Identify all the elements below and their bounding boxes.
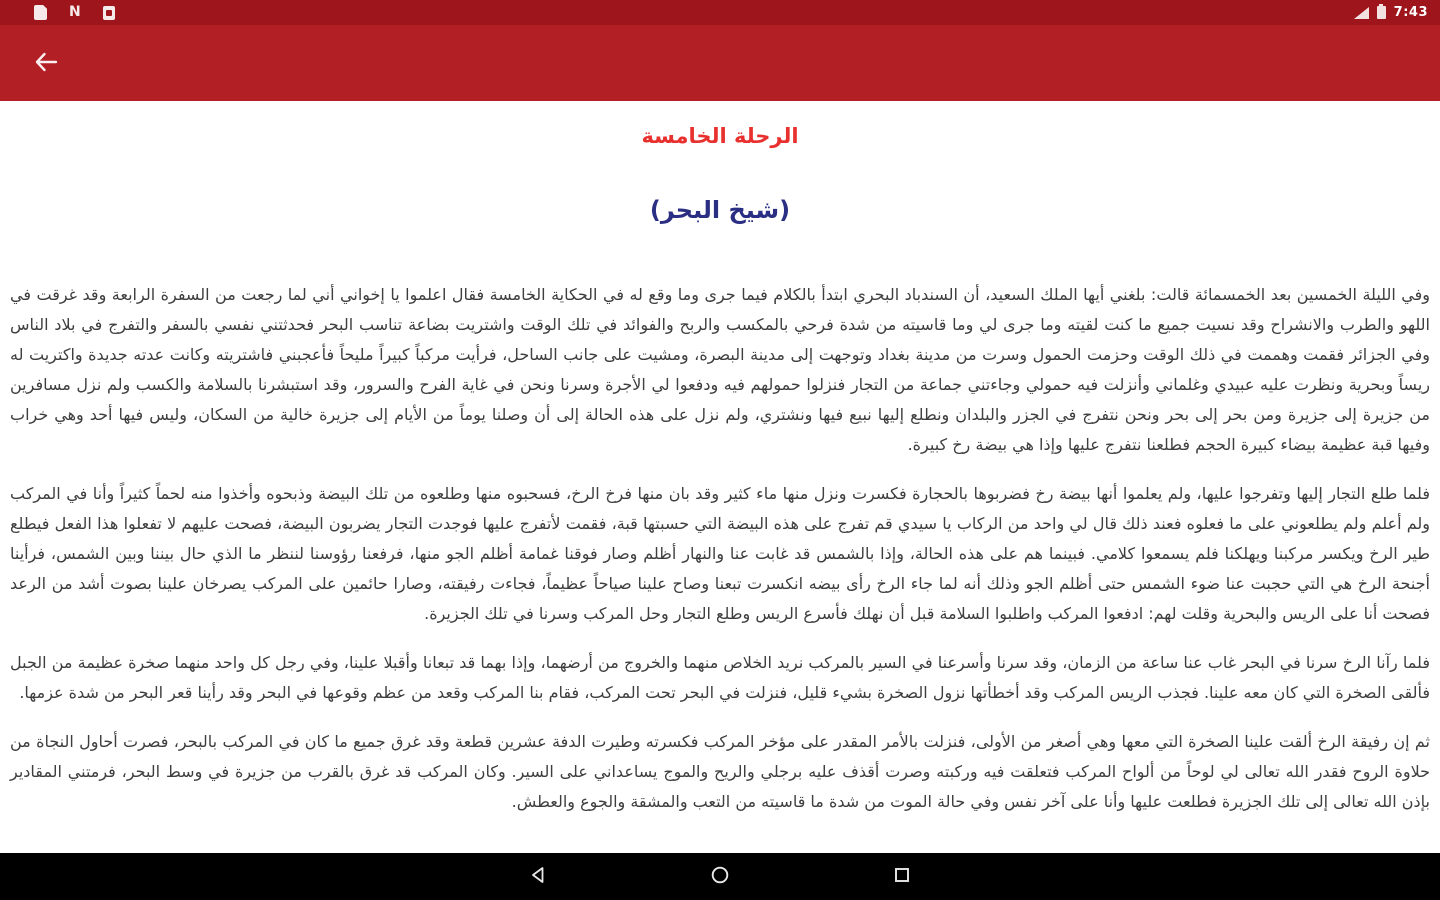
status-clock: 7:43 — [1393, 5, 1428, 20]
nav-recents-button[interactable] — [880, 855, 924, 899]
story-body — [10, 280, 1430, 817]
android-nav-bar — [0, 853, 1440, 900]
cellular-signal-icon — [1354, 7, 1369, 19]
story-subtitle: (شيخ البحر) — [649, 196, 791, 224]
app-bar — [0, 25, 1440, 101]
back-button[interactable] — [24, 41, 68, 85]
story-paragraph-3: فلما رآنا الرخ سرنا في البحر غاب عنا ساعة من الزمان، وقد سرنا وأسرعنا في السير بالمركب نريد الخلاص منهما والخروج من أرضهما، وإذا بهما قد تبعانا وأقبلا علينا، وفي رجل كل واحد منهما صخرة عظيمة من الجبل فألقى الصخرة التي كان معه علينا. فجذب الريس المركب وقد أخطأتها نزول الصخرة بشيء قليل، فنزلت في البحر تحت المركب، فقام بنا المركب وقعد من عظم وقوعها في البحر وقد رأينا قعر البحر من شدة عزمها. — [10, 653, 1430, 702]
story-paragraph-1: وفي الليلة الخمسين بعد الخمسمائة قالت: بلغني أيها الملك السعيد، أن السندباد البحري ابتدأ بالكلام فيما جرى وما وقع له في الحكاية الخامسة فقال اعلموا يا إخواني أني لما رجعت من السفرة الرابعة وقد غرقت في اللهو والطرب والانشراح وقد نسيت جميع ما كنت لقيته وما جرى لي وما قاسيته من شدة فرحي بالمكسب والربح والفوائد في تلك الوقت واشتريت بضاعة تناسب البحر فحدثتني نفسي بالسفر والتفرج في بلاد الناس وفي الجزائر فقمت وهممت في ذلك الوقت وحزمت الحمول وسرت من مدينة بغداد وتوجهت إلى مدينة البصرة، ومشيت على جانب الساحل، فرأيت مركباً كبيراً مليحاً فأعجبني فاشتريته وكانت عدته جديدة واكتريت له ريساً وبحرية ونظرت عليه عبيدي وغلماني وأنزلت فيه حمولي وجاءتني جماعة من التجار فنزلوا حمولهم فيه ودفعوا لي الأجرة وسرنا ونحن في غاية الفرح والسرور، وقد استبشرنا بالسلامة والكسب ولم نزل مسافرين من جزيرة إلى جزيرة ومن بحر إلى بحر ونحن نتفرج في الجزر والبلدان ونطلع إليها نبيع فيها ونشتري، ولم نزل على هذه الحالة إلى أن وصلنا يوماً من الأيام إلى جزيرة خالية من السكان، وليس فيها أحد وهي خراب وفيها قبة عظيمة بيضاء كبيرة الحجم فطلعنا نتفرج عليها وإذا هي بيضة رخ كبيرة. — [10, 285, 1430, 454]
recents-square-icon — [892, 865, 912, 888]
story-content — [0, 124, 1440, 817]
story-paragraph-4: ثم إن رفيقة الرخ ألقت علينا الصخرة التي معها وهي أصغر من الأولى، فنزلت بالأمر المقدر على مؤخر المركب فكسرته وطيرت الدفة عشرين قطعة وقد غرق جميع ما كان في المركب بالبحر، فصرت أحاول النجاة من حلاوة الروح فقدر الله تعالى لي لوحاً من ألواح المركب فتعلقت فيه وركبته وصرت أقذف عليه برجلي والريح والموج يساعداني على السير. وكان المركب قد غرق بالقرب من جزيرة في وسط البحر، فرمتني المقادير بإذن الله تعالى إلى تلك الجزيرة فطلعت عليها وأنا على آخر نفس وفي حالة الموت من شدة ما قاسيته من التعب والمشقة والجوع والعطش. — [10, 732, 1430, 811]
status-bar — [0, 0, 1440, 25]
story-paragraph-2: فلما طلع التجار إليها وتفرجوا عليها، ولم يعلموا أنها بيضة رخ فضربوها بالحجارة فكسرت ونزل منها ماء كثير وقد بان منها فرخ الرخ، فسحبوه منها وطلعوه من تلك البيضة وذبحوه وأخذوا منه لحماً كثيراً وأنا في المركب ولم أعلم ولم يطلعوني على ما فعلوه فعند ذلك قال لي واحد من الركاب يا سيدي قم تفرج على هذه البيضة التي حسبتها قبة، فقمت لأتفرج عليها فوجدت التجار يضربون البيضة، فصحت عليهم لا تفعلوا هذا الفعل فيطلع طير الرخ ويكسر مركبنا ويهلكنا فلم يسمعوا كلامي. فبينما هم على هذه الحالة، وإذا بالشمس قد غابت عنا والنهار أظلم وصار فوقنا غمامة أظلم الجو منها، فرفعنا رؤوسنا لننظر ما الذي حال بيننا وبين الشمس، فرأينا أجنحة الرخ هي التي حجبت عنا ضوء الشمس حتى أظلم الجو وذلك أنه لما جاء الرخ رأى بيضه انكسرت تبعنا وصاح علينا صياحاً عظيماً، فجاءت رفيقته، وصارا حائمين على المركب يصرخان علينا بصوت أشد من الرعد فصحت أنا على الريس والبحرية وقلت لهم: ادفعوا المركب واطلبوا السلامة قبل أن نهلك فأسرع الريس وطلع التجار وحل المركب وسرنا في تلك الجزيرة. — [10, 484, 1430, 623]
battery-full-icon — [1377, 6, 1386, 19]
home-circle-icon — [710, 865, 730, 888]
back-triangle-icon — [528, 865, 548, 888]
nav-home-button[interactable] — [698, 855, 742, 899]
nfc-notification-icon: N — [69, 4, 81, 20]
story-title: الرحلة الخامسة — [641, 124, 799, 148]
arrow-left-icon — [33, 49, 59, 78]
notification-icons — [34, 5, 115, 20]
file-notification-icon — [34, 5, 47, 20]
nav-back-button[interactable] — [516, 855, 560, 899]
system-status-icons — [1354, 5, 1428, 20]
app-notification-icon — [103, 6, 115, 20]
